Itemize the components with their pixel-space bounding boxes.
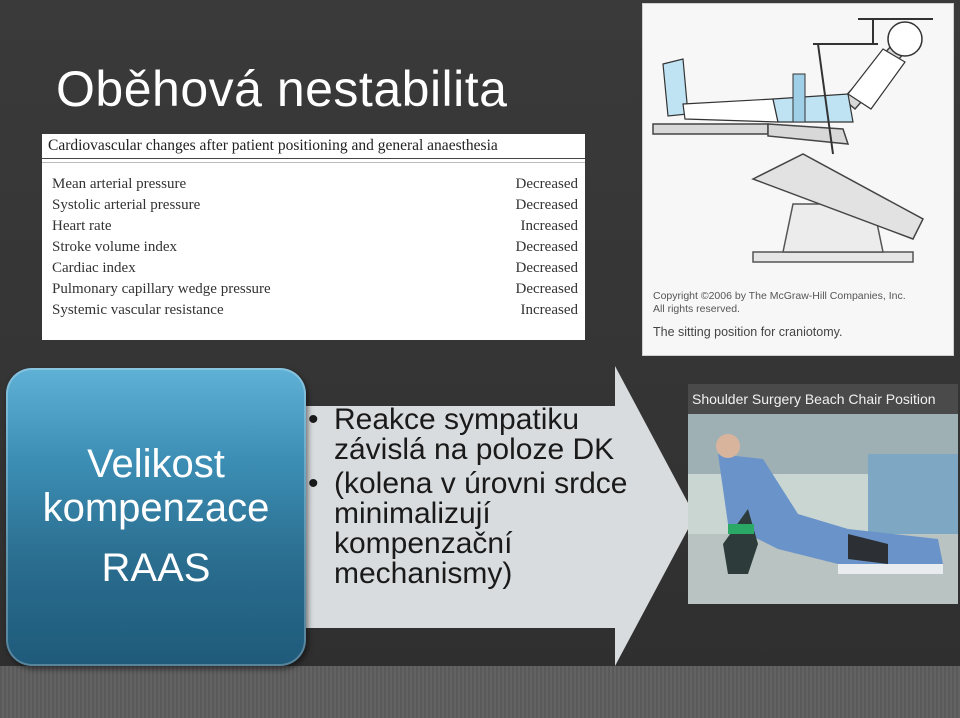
table-cell-parameter: Pulmonary capillary wedge pressure <box>52 281 271 297</box>
table-row <box>52 176 578 197</box>
table-row <box>52 302 578 323</box>
table-cell-change: Decreased <box>515 281 578 297</box>
compensation-box <box>6 368 306 666</box>
table-cell-change: Decreased <box>515 260 578 276</box>
figure-copyright: Copyright ©2006 by The McGraw-Hill Companies, Inc. All rights reserved. <box>653 290 906 315</box>
box-subheading: RAAS <box>101 546 211 590</box>
table-cell-parameter: Systolic arterial pressure <box>52 197 201 213</box>
bullet-text: Reakce sympatiku závislá na poloze DK <box>334 403 615 466</box>
table-row <box>52 260 578 281</box>
bullet-dot-icon: • <box>308 403 319 436</box>
figure-caption: The sitting position for craniotomy. <box>653 325 843 339</box>
table-cell-parameter: Stroke volume index <box>52 239 177 255</box>
table-row <box>52 239 578 260</box>
slide-title: Oběhová nestabilita <box>56 61 508 117</box>
cardiovascular-table <box>42 134 585 340</box>
bullet-item <box>308 405 648 465</box>
sitting-position-illustration <box>643 4 953 284</box>
table-cell-parameter: Heart rate <box>52 218 112 234</box>
table-cell-parameter: Mean arterial pressure <box>52 176 187 192</box>
box-heading: Velikost kompenzace <box>42 442 270 530</box>
table-rule-thin <box>42 162 585 163</box>
table-cell-change: Increased <box>520 218 578 234</box>
table-cell-parameter: Systemic vascular resistance <box>52 302 224 318</box>
bottom-texture-band <box>0 666 960 718</box>
table-row <box>52 197 578 218</box>
table-cell-change: Decreased <box>515 239 578 255</box>
beach-chair-photo <box>688 384 958 604</box>
bullet-text: (kolena v úrovni srdce minimalizují kompenzační mechanismy) <box>334 467 628 590</box>
table-cell-change: Decreased <box>515 197 578 213</box>
photo-title: Shoulder Surgery Beach Chair Position <box>688 384 958 414</box>
bullet-dot-icon: • <box>308 467 319 500</box>
table-row <box>52 281 578 302</box>
table-cell-change: Increased <box>520 302 578 318</box>
bullet-item <box>308 469 648 589</box>
table-title: Cardiovascular changes after patient positioning and general anaesthesia <box>48 137 498 154</box>
sitting-position-figure <box>642 3 954 356</box>
arrow-bullet-list <box>308 405 648 593</box>
table-row <box>52 218 578 239</box>
table-cell-change: Decreased <box>515 176 578 192</box>
beach-chair-photo-image <box>688 414 958 604</box>
table-cell-parameter: Cardiac index <box>52 260 136 276</box>
table-rule <box>42 158 585 159</box>
